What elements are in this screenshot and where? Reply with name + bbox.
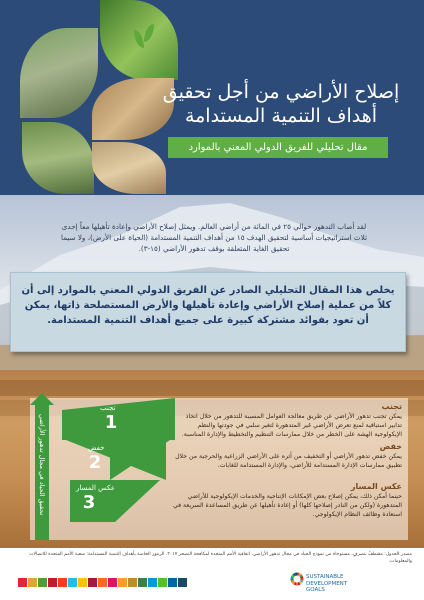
sdg-goal-icon-15 <box>158 578 167 587</box>
step-3-label: عكس المسار <box>76 484 116 492</box>
step-1-title: تجنب <box>381 402 402 411</box>
step-1-number: 1 <box>104 412 118 433</box>
sdg-goal-icon-14 <box>148 578 157 587</box>
step-2-number: 2 <box>88 452 102 473</box>
sdg-goal-icon-4 <box>48 578 57 587</box>
sdg-goal-icon-2 <box>28 578 37 587</box>
step-3-title: عكس المسار <box>350 482 402 491</box>
sdg-goal-icon-11 <box>118 578 127 587</box>
sdg-goal-icon-9 <box>98 578 107 587</box>
step-1-label: تجنب <box>100 404 116 412</box>
sdg-goal-icon-7 <box>78 578 87 587</box>
step-2-text: يمكن خفض تدهور الأراضي أو التخفيف من أثره على الأراضي الزراعية والحرجية من خلال تطبيق ممارسات الإدارة المستدامة للأراضي، والإدارة المستدامة للغابات. <box>175 453 402 469</box>
vertical-label: تحقيق الحياد في مجال تدهور الأراضي <box>38 414 46 516</box>
sdg-icon-row <box>18 578 187 587</box>
step-2-title: خفض <box>379 442 402 451</box>
step-1-text: يمكن تجنب تدهور الأراضي عن طريق معالجة العوامل المسببة للتدهور من خلال اتخاذ تدابير استباقية لمنع تعرض الأراضي غير المتدهورة لتغير سلبي في جودتها والنظم الإيكولوجية الهشة على الخطر من خلال ممارسات التنظيم والتخطيط والإدارة المناسبة. <box>181 413 402 438</box>
sdg-goal-icon-16 <box>168 578 177 587</box>
sdg-goal-icon-10 <box>108 578 117 587</box>
footer <box>0 548 424 600</box>
title-line-1: إصلاح الأراضي من أجل تحقيق <box>162 81 400 103</box>
step-3-text: حينما أمكن ذلك، يمكن إصلاح بعض الإمكانات الإنتاجية والخدمات الإيكولوجية للأراضي المتدهورة (ولكن من النادر إصلاحها كلها) أو إعادة تأهيلها عن طريق المساعدة السريعة في استعادة وظائف النظام الإيكولوجي. <box>172 493 402 518</box>
sdg-goal-icon-5 <box>58 578 67 587</box>
step-2-label: خفض <box>88 444 105 452</box>
intro-paragraph: لقد أصاب التدهور حوالي ٢٥ في المائة من أراضي العالم. ويمثل إصلاح الأراضي وإعادة تأهيلها معاً إحدى ثلاث استراتيجيات أساسية لتحقيق الهدف ١٥ من أهداف التنمية المستدامة (الحياة على الأرض)، ولا سيما تحقيق الغاية المتعلقة بوقف تدهور الأراضي (١٥-٣). <box>61 222 367 253</box>
summary-text: يخلص هذا المقال التحليلي الصادر عن الفريق الدولي المعني بالموارد إلى أن كلاً من عملية إصلاح الأراضي وإعادة تأهيلها والأرض المستصلحة ذاتها، يمكن أن تعود بفوائد مشتركة كبيرة على جميع أهداف التنمية المستدامة. <box>21 285 395 326</box>
step-1-description <box>172 402 402 439</box>
sdg-goal-icon-3 <box>38 578 47 587</box>
sdg-goal-icon-12 <box>128 578 137 587</box>
sdg-goal-icon-8 <box>88 578 97 587</box>
step-2-description <box>172 442 402 470</box>
sdg-goal-icon-6 <box>68 578 77 587</box>
sdg-wheel-icon <box>290 572 304 586</box>
step-3-description <box>172 482 402 519</box>
title-line-2: أهداف التنمية المستدامة <box>184 105 378 127</box>
source-note: مصدر الجدول: مقتطفٌ بتصرفٍ، مستوحاة من نموذج الحياد في مجال تدهور الأراضي، اتفاقية الأمم المتحدة لمكافحة التصحر ٢٠١٧. الرموز الخاصة بأهداف التنمية المستدامة: شعبة الأمم المتحدة للاتصالات والمعلومات. <box>29 552 412 564</box>
subtitle-band: مقال تحليلي للفريق الدولي المعني بالموارد <box>168 137 388 158</box>
sdg-goal-icon-17 <box>178 578 187 587</box>
sdg-goal-icon-13 <box>138 578 147 587</box>
sdg-logo-text: SUSTAINABLE DEVELOPMENT GOALS <box>306 574 348 593</box>
step-3-number: 3 <box>82 492 96 513</box>
sdg-goal-icon-1 <box>18 578 27 587</box>
